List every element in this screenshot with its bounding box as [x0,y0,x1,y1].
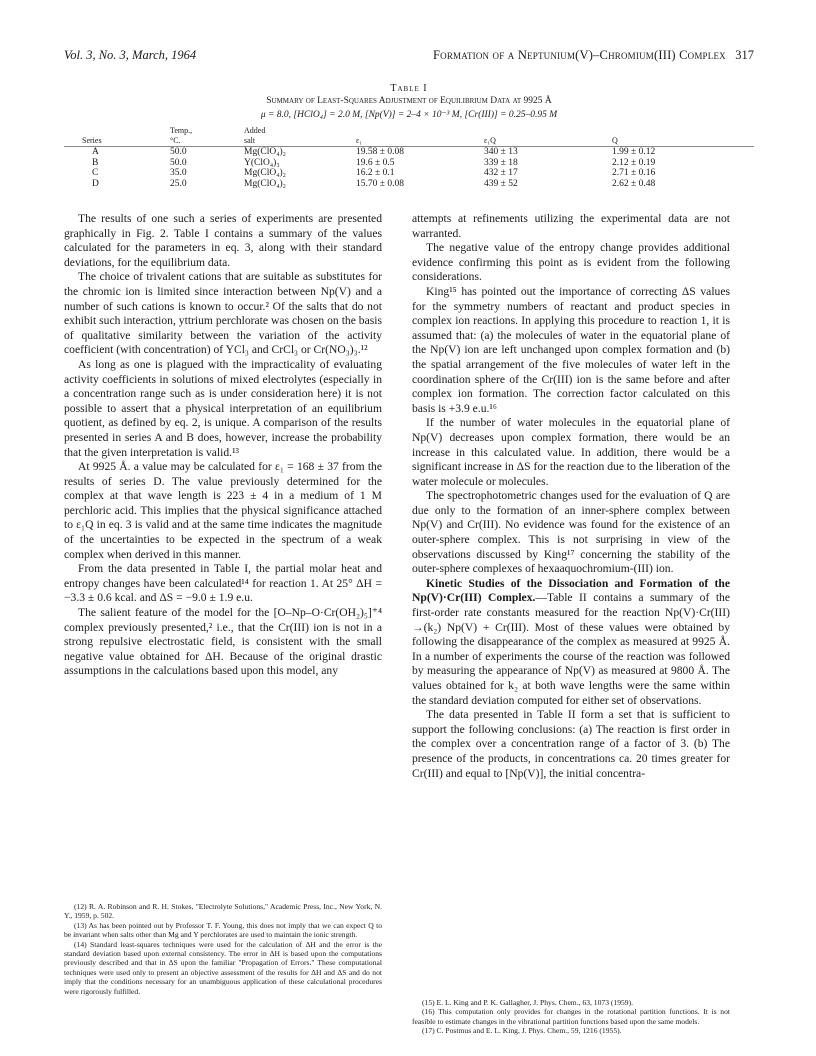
header-salt-line2: salt [244,136,356,147]
running-title: Formation of a Neptunium(V)–Chromium(III) Complex [432,48,726,62]
cell-q: 1.99 ± 0.12 [612,147,656,157]
table-title: Table I [390,83,428,94]
right-column [412,212,730,781]
header-e1: ε₁ [356,136,484,147]
paragraph: The results of one such a series of experiments are presented graphically in Fig. 2. Table I contains a summary of the values calculated for the parameters in eq. 3, along with their standard deviations, for the equilibrium data. [64,212,382,269]
footnotes-right [412,998,730,1036]
table-1 [64,82,754,189]
table-conditions: μ = 8.0, [HClO₄] = 2.0 M, [Np(V)] = 2–4 × 10⁻³ M, [Cr(III)] = 0.25–0.95 M [260,110,558,120]
table-row [64,158,754,169]
paragraph: attempts at refinements utilizing the experimental data are not warranted. [412,212,730,240]
paragraph: The negative value of the entropy change provides additional evidence confirming this point as is evident from the following considerations. [412,241,730,284]
table-row [64,147,754,158]
cell-salt: Mg(ClO₄)₂ [244,147,286,157]
header-temp-line1: Temp., [170,126,193,135]
footnote: (14) Standard least-squares techniques were used for the calculation of ΔH and the error is the standard deviation based upon external consistency. The error in ΔH is based upon the computations previously described and that in ΔS upon the familiar "Propagation of Errors." These computational techniques were used only to present an objective assessment of the results for ΔH and ΔS and do not imply that the conditions necessary for an unambiguous application of these calculational procedures were rigorously fulfilled. [64,939,382,996]
table-row [64,168,754,179]
table-caption: Summary of Least-Squares Adjustment of Equilibrium Data at 9925 Å [266,96,552,106]
cell-e1q: 432 ± 17 [484,168,518,178]
cell-q: 2.12 ± 0.19 [612,157,656,168]
running-header [64,48,754,68]
header-right [433,48,754,63]
section-heading: Kinetic Studies of the Dissociation and Formation of the Np(V)·Cr(III) Complex. [412,576,730,605]
journal-citation: Vol. 3, No. 3, March, 1964 [64,48,197,62]
paragraph: The data presented in Table II form a set that is sufficient to support the following conclusions: (a) The reaction is first order in the complex over a concentration range of a factor of 3. (b) The presence of the products, in concentrations ca. 20 times greater for Cr(III) and equal to [Np(V)], the initial concentra- [412,708,730,780]
footnote: (15) E. L. King and P. K. Gallagher, J. Phys. Chem., 63, 1073 (1959). [422,998,634,1007]
cell-series: A [92,147,99,157]
cell-series: C [92,168,99,178]
cell-e1: 19.6 ± 0.5 [356,157,395,168]
cell-series: B [92,157,99,168]
cell-temp: 25.0 [170,178,187,189]
cell-e1q: 339 ± 18 [484,157,518,168]
footnote: (13) As has been pointed out by Professor T. F. Young, this does not imply that we can expect Q to be invariant when salts other than Mg and Y perchlorates are used to maintain the ionic strength. [64,920,382,940]
cell-temp: 50.0 [170,147,187,157]
cell-e1q: 439 ± 52 [484,178,518,189]
header-salt-line1: Added [244,126,266,135]
paragraph: If the number of water molecules in the equatorial plane of Np(V) decreases upon complex formation, there would be an increase in this calculated value. In addition, there would be a significant increase in ΔS for the reaction due to the liberation of the water molecule or molecules. [412,416,730,488]
footnote: (16) This computation only provides for changes in the rotational partition functions. It is not feasible to estimate changes in the vibrational partition functions based upon the same models. [412,1007,730,1026]
header-e1q: ε₁Q [484,136,612,147]
cell-e1: 16.2 ± 0.1 [356,168,395,178]
paragraph: The choice of trivalent cations that are suitable as substitutes for the chromic ion is limited since interaction between Np(V) and a number of such cations is known to occur.² Of the salts that do not exhibit such interaction, yttrium perchlorate was chosen on the basis of qualitative similarity between the variation of the activity coefficient (with concentration) of YCl₃ and CrCl₃ or Cr(NO₃)₃.¹² [64,270,382,357]
cell-temp: 50.0 [170,157,187,168]
data-table [64,126,754,189]
page-number: 317 [735,48,754,62]
footnotes-left [64,902,382,996]
cell-e1: 19.58 ± 0.08 [356,147,404,157]
paragraph: King¹⁵ has pointed out the importance of correcting ΔS values for the symmetry numbers of reactant and product species in complex ion reactions. In applying this procedure to reaction 1, it is assumed that: (a) the molecules of water in the equatorial plane of the Np(V) ion are left unchanged upon complex formation and (b) the spatial arrangement of the five molecules of water left in the coordination sphere of the Cr(III) ion is the same before and after complex ion formation. The correction factor calculated on this basis is +3.9 e.u.¹⁶ [412,284,730,415]
cell-series: D [92,178,99,189]
footnote: (17) C. Postmus and E. L. King, J. Phys. Chem., 59, 1216 (1955). [422,1026,622,1036]
paragraph: At 9925 Å. a value may be calculated for ε₁ = 168 ± 37 from the results of series D. The value previously determined for the complex at that wave length is 223 ± 4 in a medium of 1 M perchloric acid. This implies that the physical significance attached to ε₁Q in eq. 3 is valid and at the same time indicates the magnitude of the uncertainties to be expected in the spectrum of a weak complex when derived in this manner. [64,460,382,561]
left-column [64,212,382,679]
cell-temp: 35.0 [170,168,187,178]
cell-e1q: 340 ± 13 [484,147,518,157]
paragraph: The salient feature of the model for the [O–Np–O·Cr(OH₂)₅]⁺⁴ complex previously presented,² i.e., that the Cr(III) ion is not in a strong repulsive electrostatic field, is consistent with the small negative value obtained for ΔH. Because of the original drastic assumptions in the calculations based upon this model, any [64,606,382,678]
cell-q: 2.71 ± 0.16 [612,168,656,178]
cell-q: 2.62 ± 0.48 [612,178,656,189]
cell-salt: Mg(ClO₄)₂ [244,178,286,189]
paragraph: From the data presented in Table I, the partial molar heat and entropy changes have been calculated¹⁴ for reaction 1. At 25° ΔH = −3.3 ± 0.6 kcal. and ΔS = −9.0 ± 1.9 e.u. [64,562,382,605]
cell-e1: 15.70 ± 0.08 [356,178,404,189]
cell-salt: Y(ClO₄)₃ [244,157,280,168]
paragraph: The spectrophotometric changes used for the evaluation of Q are due only to the formation of an inner-sphere complex between Np(V) and Cr(III). No evidence was found for the existence of an outer-sphere complex. This is not surprising in view of the observations discussed by King¹⁷ concerning the stability of the outer-sphere complexes of hexaaquochromium-(III) ion. [412,489,730,576]
header-series: Series [64,136,170,147]
header-q: Q [612,136,754,147]
kinetic-body: —Table II contains a summary of the first-order rate constants measured for the reaction Np(V)·Cr(III) →(k₂) Np(V) + Cr(III). Most of these values were obtained by following the disappearance of the complex as measured at 9925 Å. In a number of experiments the course of the reaction was followed by measuring the appearance of Np(V) as measured at 9800 Å. The values obtained for k₂ at both wave lengths were the same within the standard deviation computed for either set of observations. [412,591,730,707]
footnote: (12) R. A. Robinson and R. H. Stokes, "Electrolyte Solutions," Academic Press, Inc., New York, N. Y., 1959, p. 502. [64,902,382,921]
cell-salt: Mg(ClO₄)₂ [244,168,286,178]
header-temp-line2: °C. [170,136,244,147]
table-row [64,179,754,190]
paragraph: As long as one is plagued with the impracticality of evaluating activity coefficients in solutions of mixed electrolytes (especially in a concentration range such as is under consideration here) it is not possible to assert that a physical interpretation of an equilibrium quotient, as defined by eq. 2, is unique. A comparison of the results presented in series A and B does, however, increase the probability that the given interpretation is valid.¹³ [64,357,382,459]
kinetic-paragraph [412,577,730,708]
